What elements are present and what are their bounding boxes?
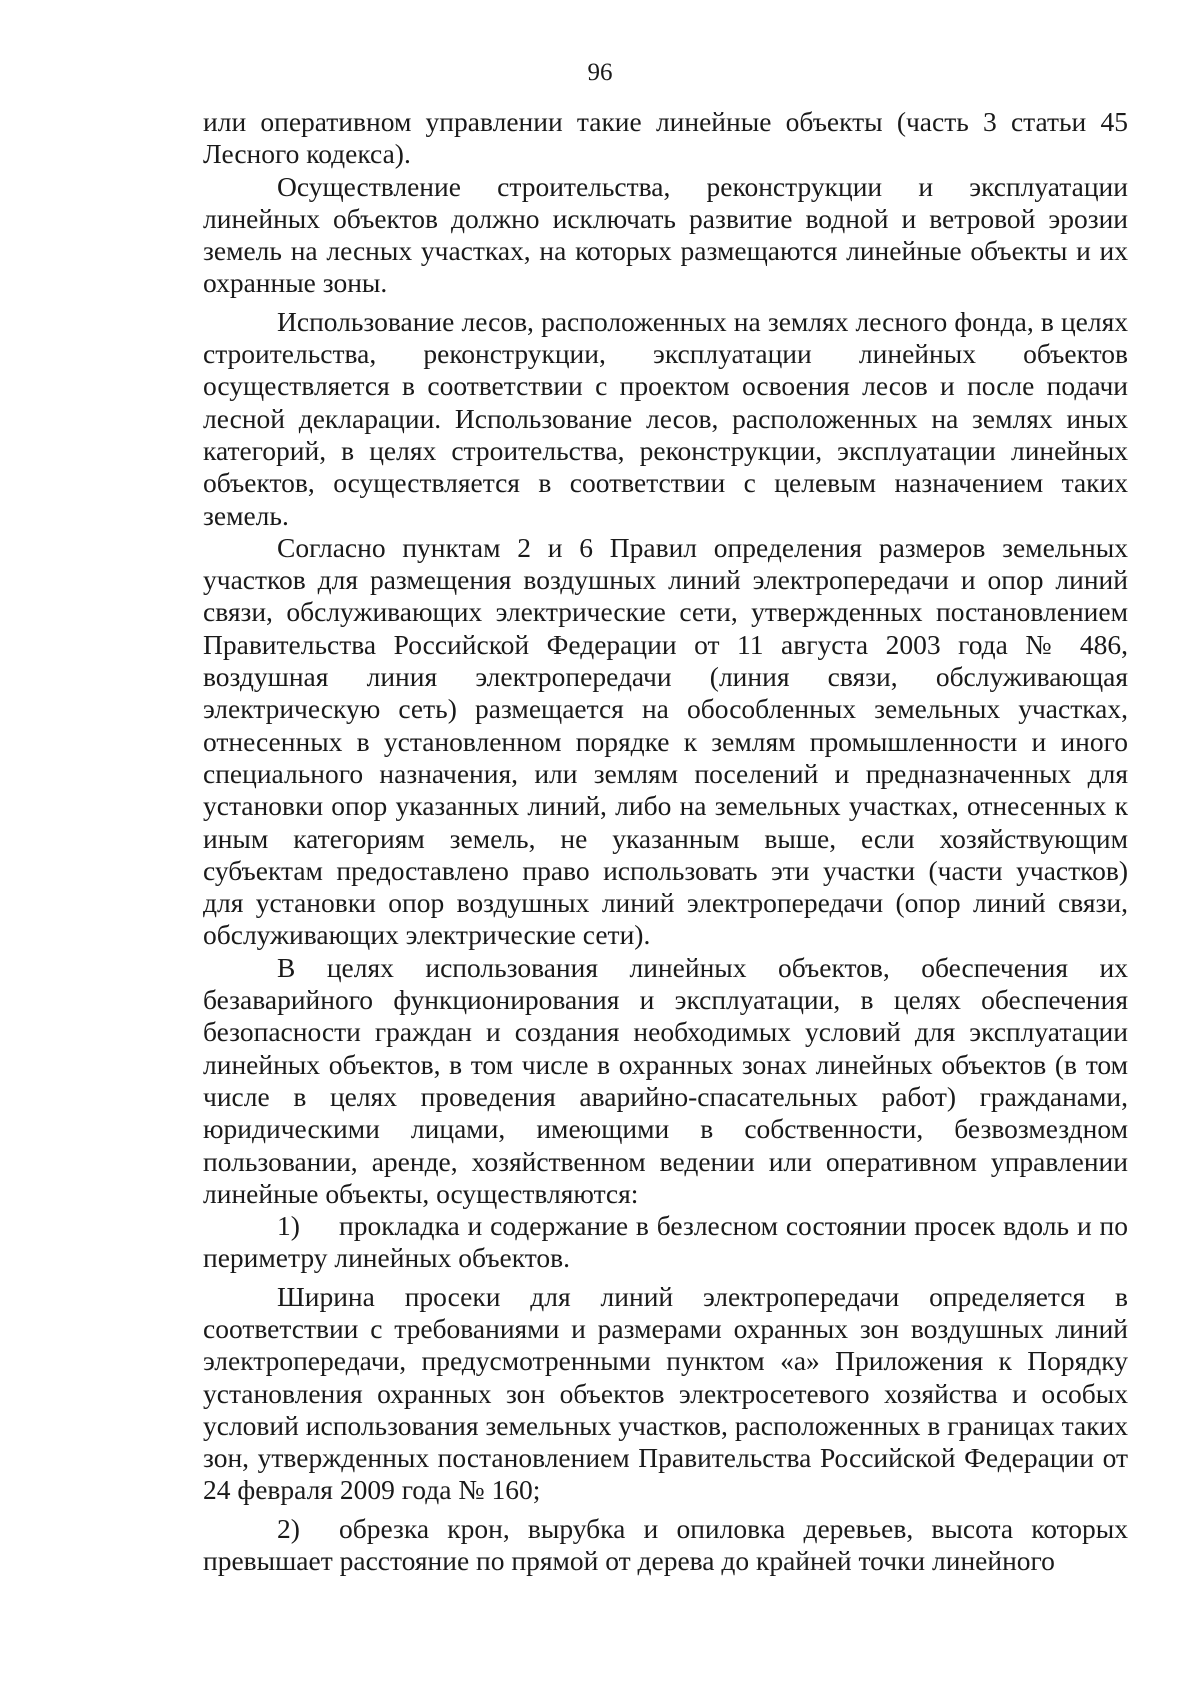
paragraph-continuation: или оперативном управлении такие линейные объекты (часть 3 статьи 45 Лесного кодекса). xyxy=(203,106,1128,170)
paragraph-erosion: Осуществление строительства, реконструкции и эксплуатации линейных объектов должно исключать развитие водной и ветровой эрозии земель на лесных участках, на которых размещаются линейные объекты и их охранные зоны. xyxy=(203,170,1128,299)
page-number: 96 xyxy=(587,59,613,86)
list-number-1: 1) xyxy=(277,1210,300,1242)
list-item-2 xyxy=(203,1513,1128,1578)
paragraph-power-lines-rules: Согласно пунктам 2 и 6 Правил определения размеров земельных участков для размещения воздушных линий электропередачи и опор линий связи, обслуживающих электрические сети, утвержденных постановлением Правительства Российской Федерации от 11 августа 2003 года № 486, воздушная линия электропередачи (линия связи, обслуживающая электрическую сеть) размещается на обособленных земельных участках, отнесенных в установленном порядке к землям промышленности и иного специального назначения, или землям поселений и предназначенных для установки опор указанных линий, либо на земельных участках, отнесенных к иным категориям земель, не указанным выше, если хозяйствующим субъектам предоставлено право использовать эти участки (части участков) для установки опор воздушных линий электропередачи (опор линий связи, обслуживающих электрические сети). xyxy=(203,531,1128,951)
list-item-1 xyxy=(203,1210,1128,1275)
list-item-1-text: прокладка и содержание в безлесном состоянии просек вдоль и по периметру линейных объектов. xyxy=(203,1210,1128,1274)
paragraph-clearing-width: Ширина просеки для линий электропередачи определяется в соответствии с требованиями и размерами охранных зон воздушных линий электропередачи, предусмотренными пунктом «а» Приложения к Порядку установления охранных зон объектов электросетевого хозяйства и особых условий использования земельных участков, расположенных в границах таких зон, утвержденных постановлением Правительства Российской Федерации от 24 февраля 2009 года № 160; xyxy=(203,1280,1128,1506)
list-item-2-text: обрезка крон, вырубка и опиловка деревьев, высота которых превышает расстояние по прямой от дерева до крайней точки линейного xyxy=(203,1512,1128,1577)
list-number-2: 2) xyxy=(277,1512,300,1544)
paragraph-linear-objects-purposes: В целях использования линейных объектов, обеспечения их безаварийного функционирования и эксплуатации, в целях обеспечения безопасности граждан и создания необходимых условий для эксплуатации линейных объектов, в том числе в охранных зонах линейных объектов (в том числе в целях проведения аварийно-спасательных работ) гражданами, юридическими лицами, имеющими в собственности, безвозмездном пользовании, аренде, хозяйственном ведении или оперативном управлении линейные объекты, осуществляются: xyxy=(203,951,1128,1209)
paragraph-forest-use: Использование лесов, расположенных на землях лесного фонда, в целях строительства, реконструкции, эксплуатации линейных объектов осуществляется в соответствии с проектом освоения лесов и после подачи лесной декларации. Использование лесов, расположенных на землях иных категорий, в целях строительства, реконструкции, эксплуатации линейных объектов, осуществляется в соответствии с целевым назначением таких земель. xyxy=(203,305,1128,531)
document-body xyxy=(203,106,1128,1577)
